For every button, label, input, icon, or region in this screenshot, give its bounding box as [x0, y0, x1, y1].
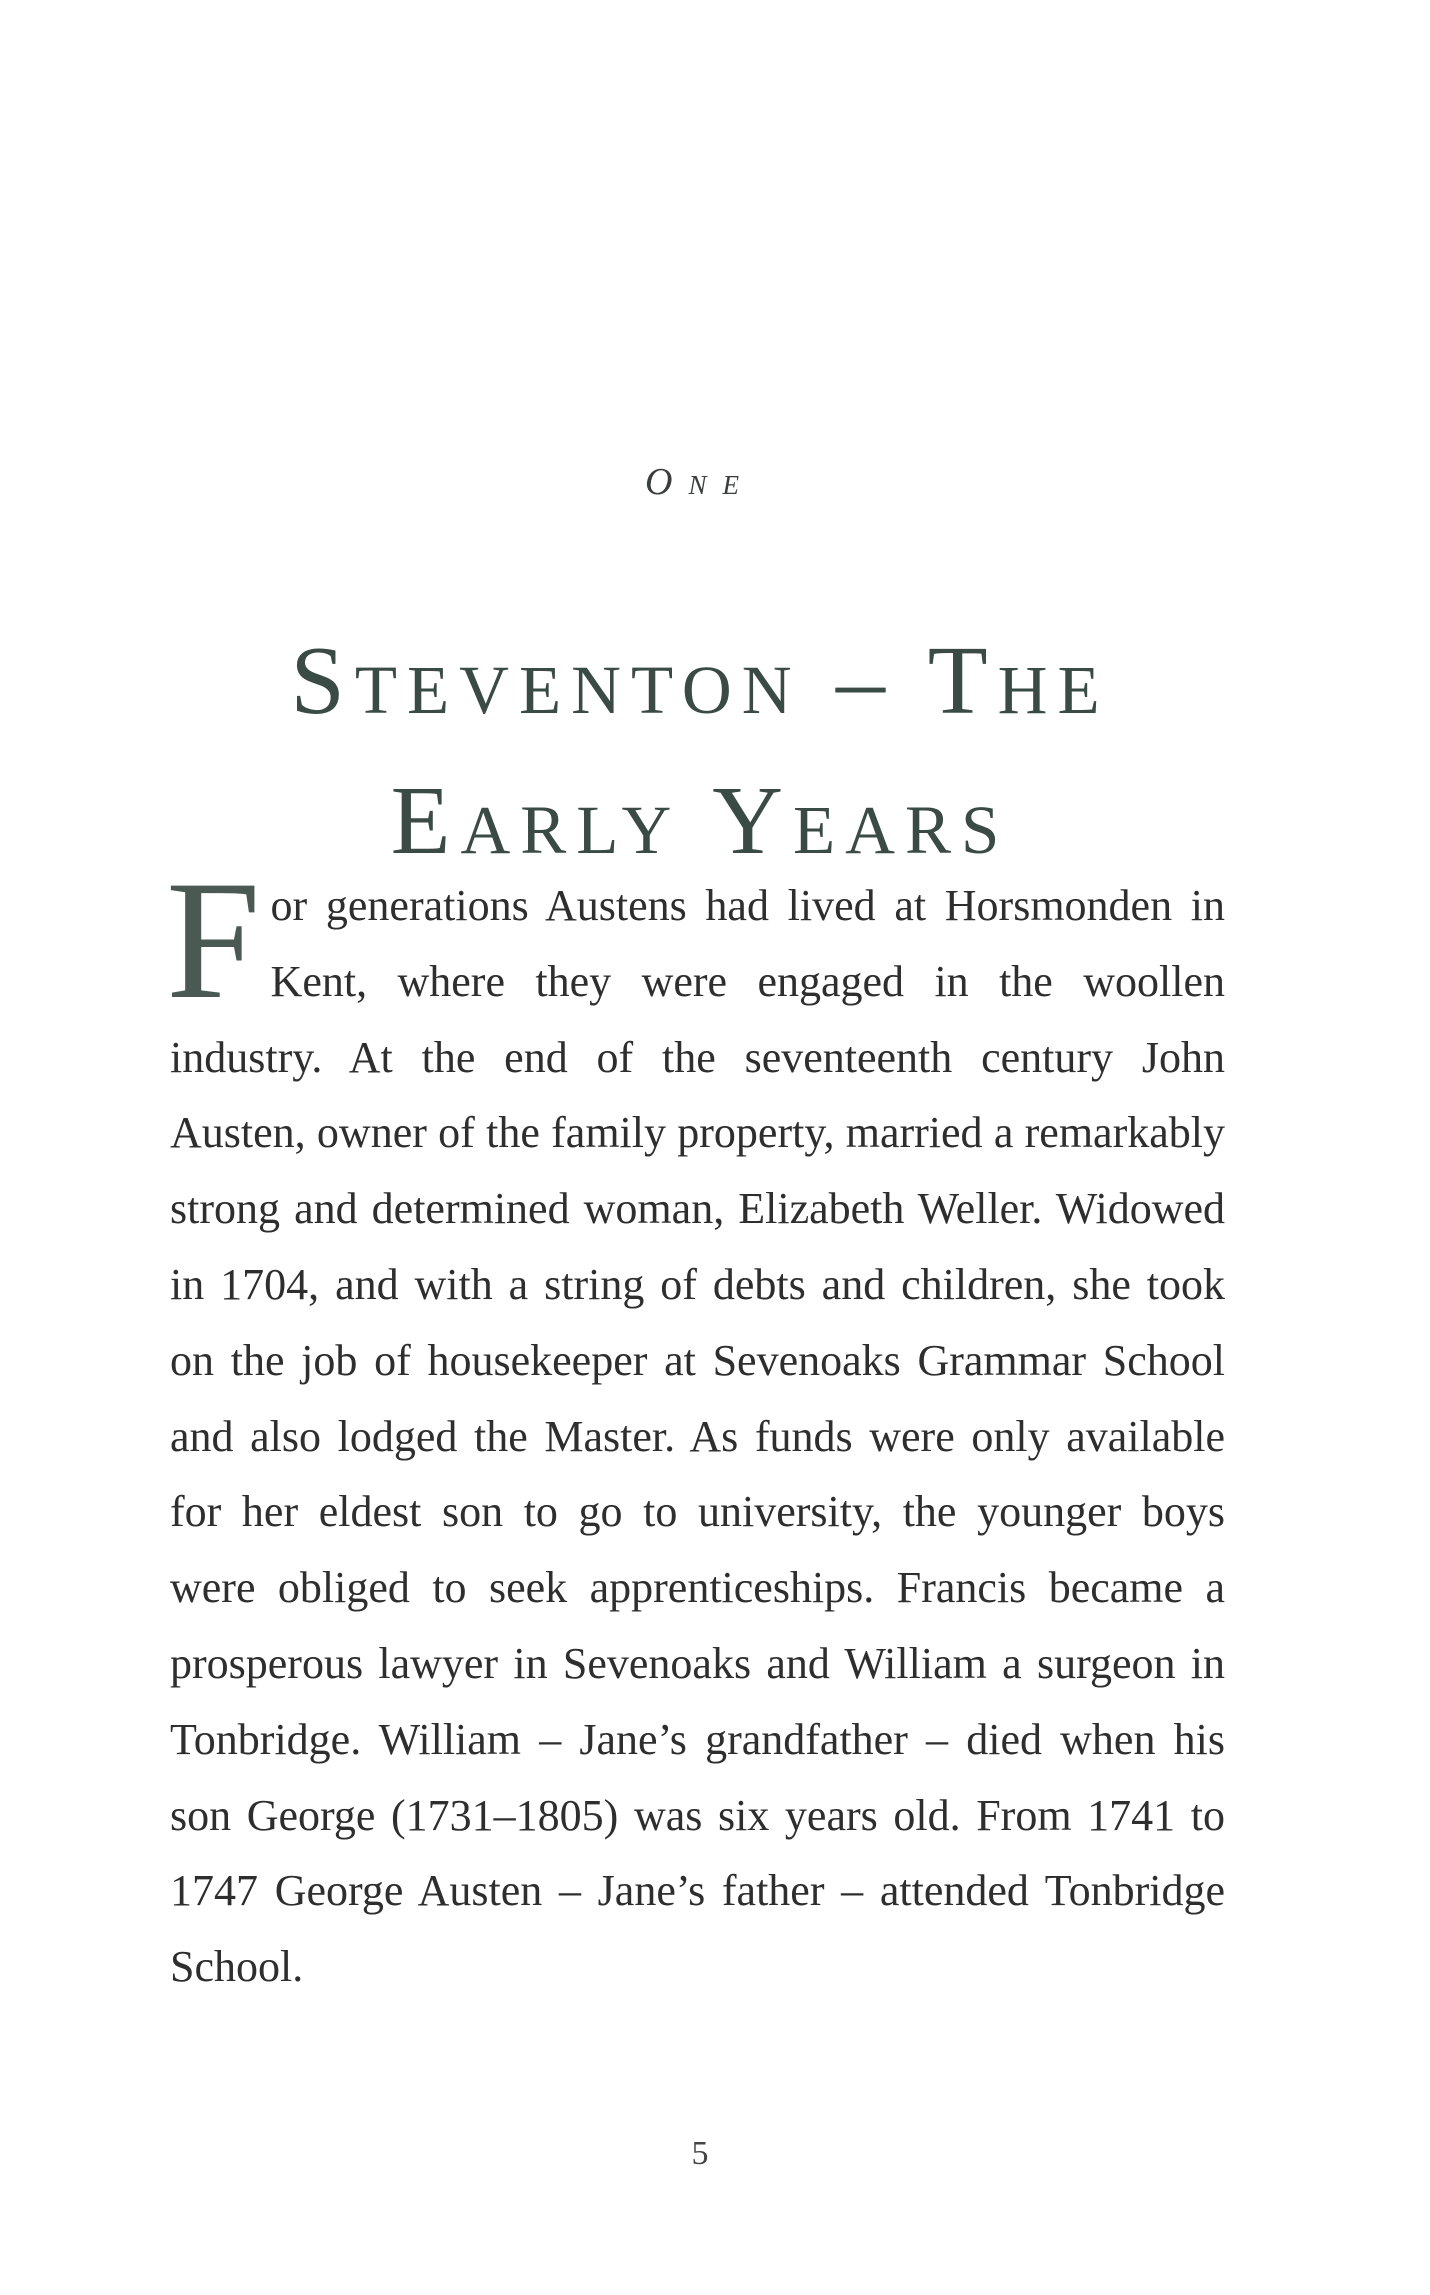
- drop-cap: F: [166, 846, 261, 1034]
- chapter-title-line-1: Steventon – The: [290, 626, 1110, 735]
- page-number: 5: [691, 2135, 709, 2172]
- chapter-title-line-2: Early Years: [390, 766, 1010, 875]
- paragraph: [166, 846, 1225, 2005]
- paragraph-text: or generations Austens had lived at Horsmonden in Kent, where they were engaged in the woollen industry. At the end of the seventeenth century John Austen, owner of the family property, married a remarkably strong and determined woman, Elizabeth Weller. Widowed in 1704, and with a string of debts and children, she took on the job of housekeeper at Sevenoaks Grammar School and also lodged the Master. As funds were only available for her eldest son to go to university, the younger boys were obliged to seek apprenticeships. Francis became a prosperous lawyer in Sevenoaks and William a surgeon in Tonbridge. William – Jane’s grandfather – died when his son George (1731–1805) was six years old. From 1741 to 1747 George Austen – Jane’s father – attended Tonbridge School.: [170, 881, 1225, 1992]
- chapter-number: One: [645, 461, 755, 503]
- body-text: [166, 846, 1225, 2005]
